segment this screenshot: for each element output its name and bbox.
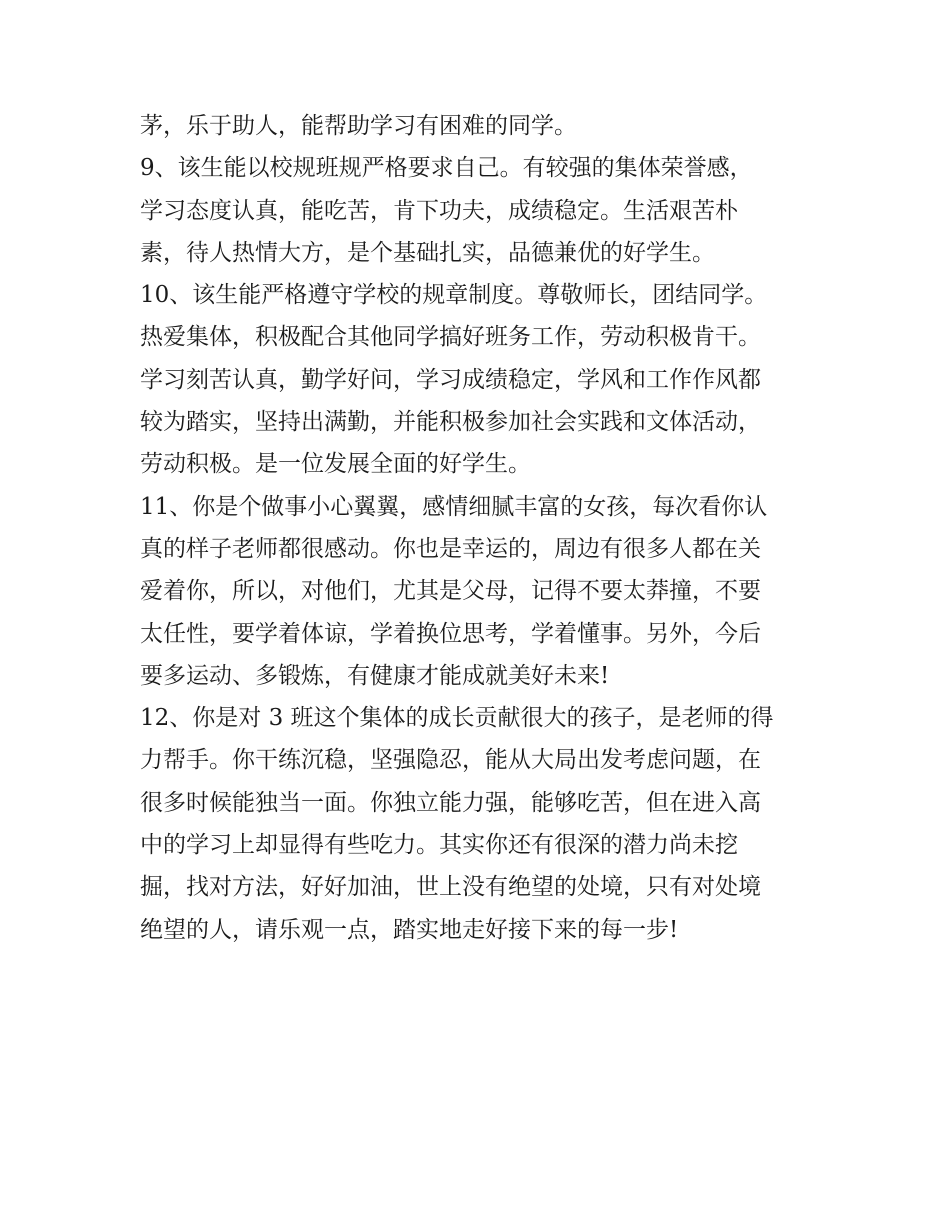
text-line: 劳动积极。是一位发展全面的好学生。 [140,451,531,478]
text-line: 12、你是对 3 班这个集体的成长贡献很大的孩子，是老师的得 [140,705,774,732]
text-line: 掘，找对方法，好好加油，世上没有绝望的处境，只有对处境 [140,874,761,901]
text-line: 9、该生能以校规班规严格要求自己。有较强的集体荣誉感， [140,155,753,182]
text-line: 较为踏实，坚持出满勤，并能积极参加社会实践和文体活动， [140,409,761,436]
text-line: 真的样子老师都很感动。你也是幸运的，周边有很多人都在关 [140,535,761,562]
text-line: 10、该生能严格遵守学校的规章制度。尊敬师长，团结同学。 [140,282,768,309]
text-line: 太任性，要学着体谅，学着换位思考，学着懂事。另外，今后 [140,620,761,647]
text-line: 要多运动、多锻炼，有健康才能成就美好未来! [140,662,610,689]
text-line: 中的学习上却显得有些吃力。其实你还有很深的潜力尚未挖 [140,832,738,859]
text-line: 茅，乐于助人，能帮助学习有困难的同学。 [140,113,577,139]
text-line: 学习刻苦认真，勤学好问，学习成绩稳定，学风和工作作风都 [140,366,761,393]
text-line: 热爱集体，积极配合其他同学搞好班务工作，劳动积极肯干。 [140,324,761,351]
text-line: 绝望的人，请乐观一点，踏实地走好接下来的每一步! [140,916,679,943]
text-line: 很多时候能独当一面。你独立能力强，能够吃苦，但在进入高 [140,789,761,816]
text-line: 11、你是个做事小心翼翼，感情细腻丰富的女孩，每次看你认 [140,493,768,520]
comment-text-block [140,105,820,951]
text-line: 素，待人热情大方，是个基础扎实，品德兼优的好学生。 [140,239,715,266]
text-line: 爱着你，所以，对他们，尤其是父母，记得不要太莽撞，不要 [140,578,761,605]
text-line: 力帮手。你干练沉稳，坚强隐忍，能从大局出发考虑问题，在 [140,747,761,774]
text-line: 学习态度认真，能吃苦，肯下功夫，成绩稳定。生活艰苦朴 [140,197,738,224]
